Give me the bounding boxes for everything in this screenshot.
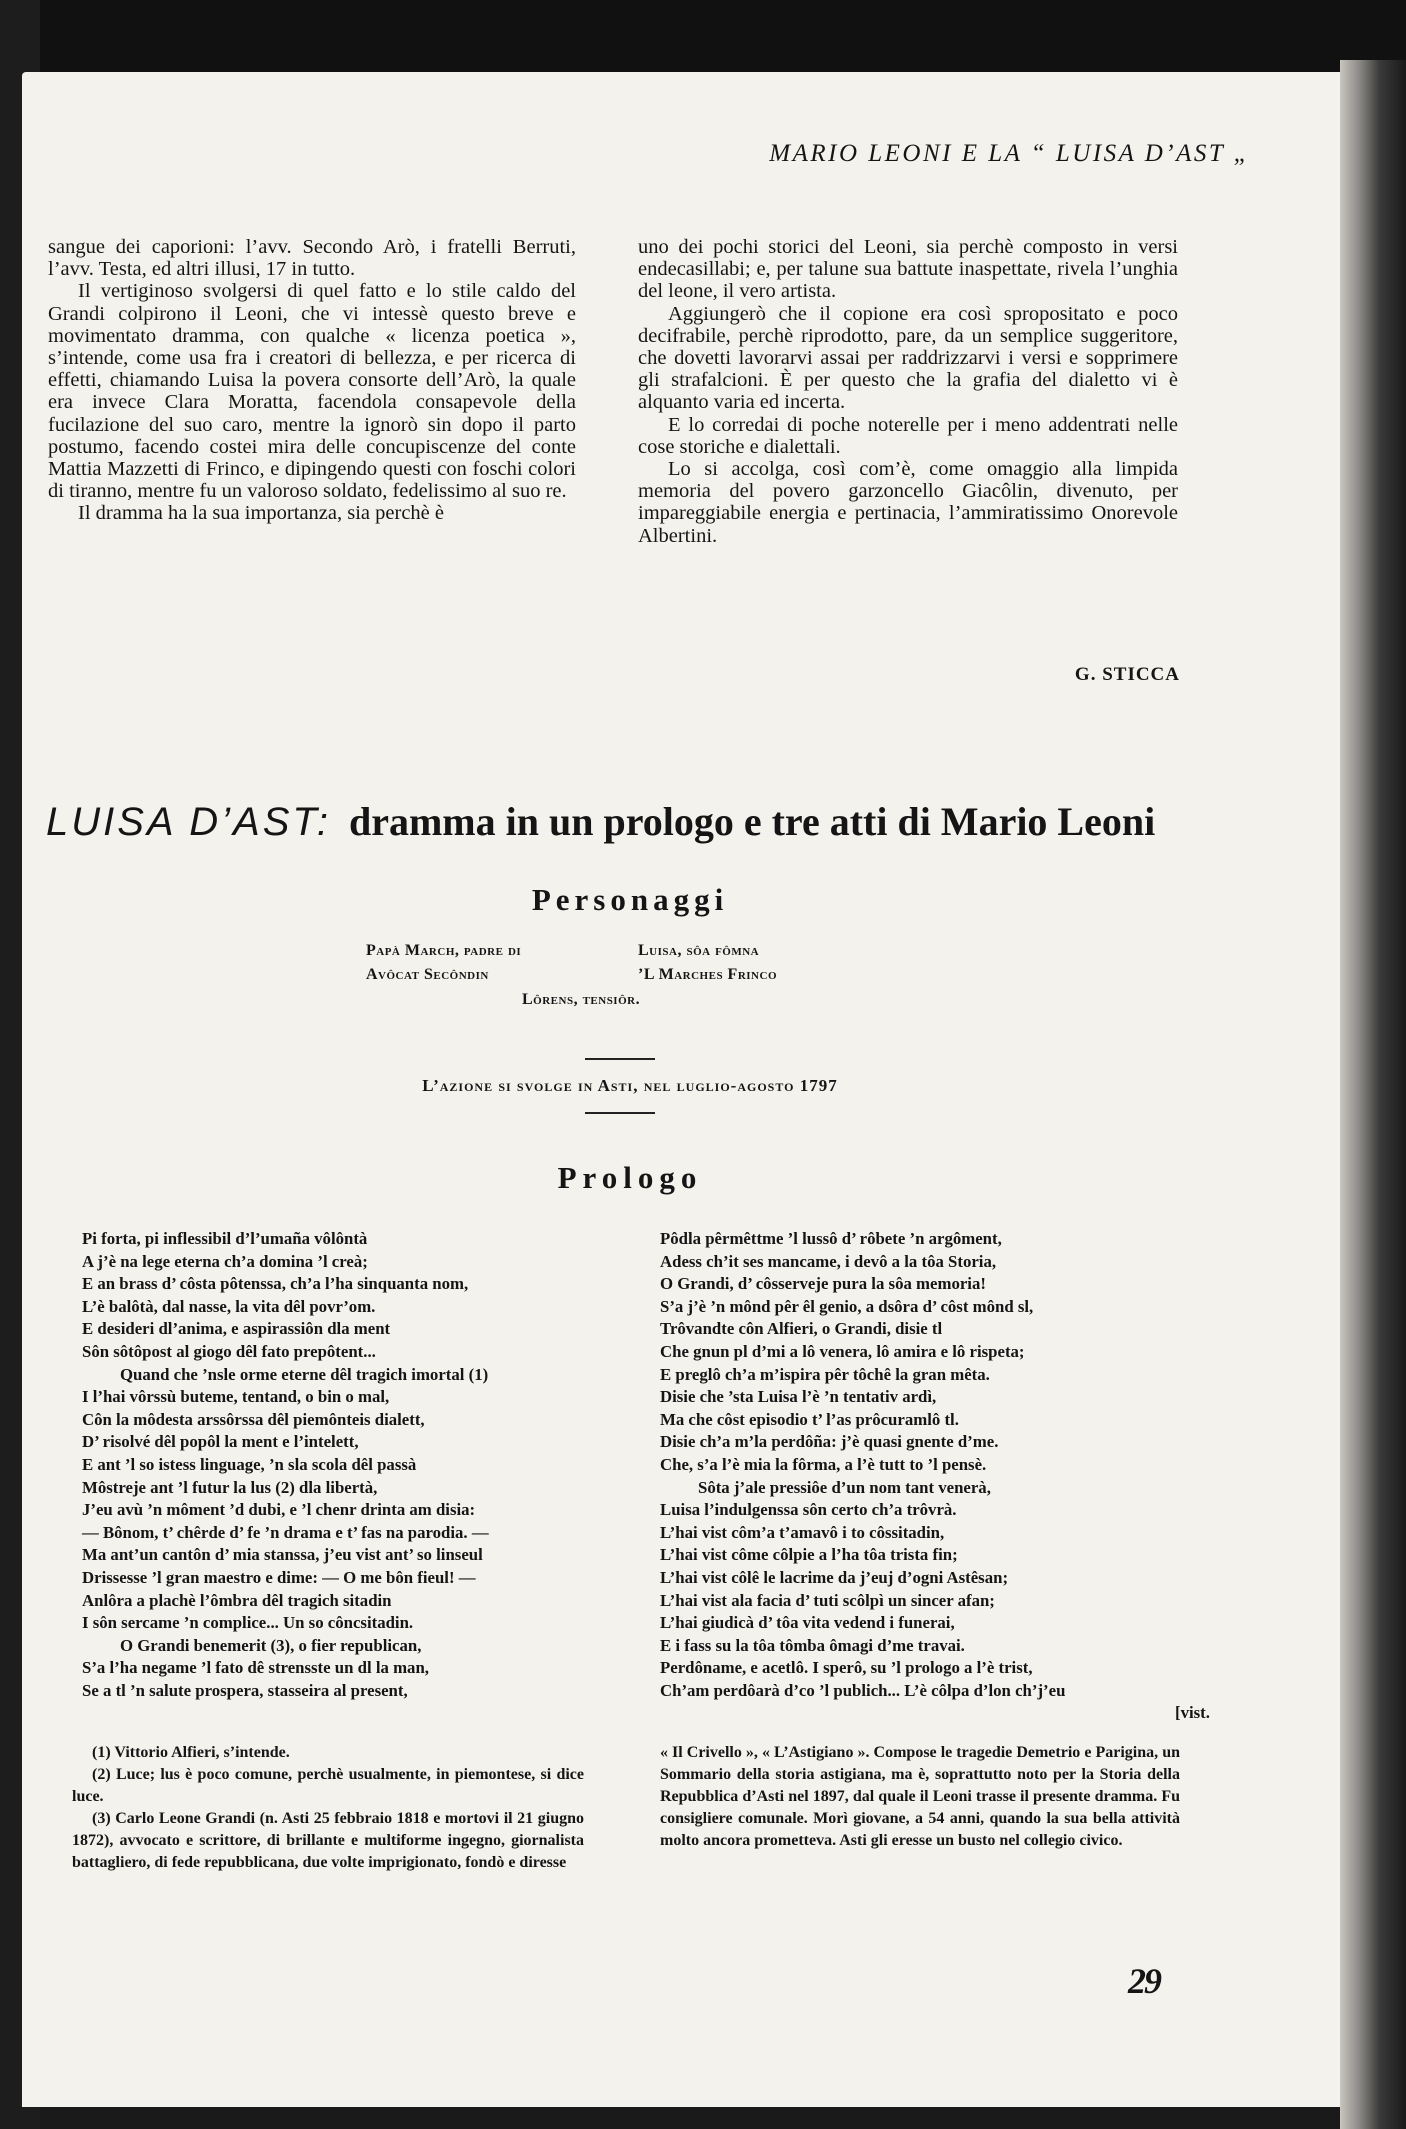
verse-line: Adess ch’it ses mancame, i devô a la tôa Storia,: [660, 1251, 997, 1271]
verse-line: L’hai vist ala facia d’ tuti scôlpì un sincer afan;: [660, 1590, 995, 1610]
left-paragraph-2: Il vertiginoso svolgersi di quel fatto e lo stile caldo del Grandi colpirono il Leoni, che vi intessè questo breve e movimentato dramma, con qualche « licenza poetica », s’intende, come usa fra i creatori di bellezza, e per ricerca di effetti, chiamando Luisa la povera consorte dell’Arò, la quale era invece Clara Moratta, facendola consapevole della fucilazione del suo caro, mentre la ignorò sin dopo il parto postumo, facendo costei mira delle concupiscenze del conte Mattia Mazzetti di Frinco, e dipingendo questi con foschi colori di tiranno, mentre fu un valoroso soldato, fedelissimo al suo re.: [48, 280, 576, 503]
verse-line: Che gnun pl d’mi a lô venera, lô amira e lô rispeta;: [660, 1341, 1025, 1361]
footnote-3: (3) Carlo Leone Grandi (n. Asti 25 febbraio 1818 e mortovi il 21 giugno 1872), avvocato e scrittore, di brillante e multiforme ingegno, giornalista battagliero, di fede repubblicana, due volte imprigionato, fondò e diresse: [72, 1810, 584, 1871]
verse-line: Che, s’a l’è mia la fôrma, a l’è tutt to ’l pensè.: [660, 1454, 987, 1474]
setting-line: L’azione si svolge in Asti, nel luglio-agosto 1797: [422, 1076, 838, 1095]
verse-line: Sôn sôtôpost al giogo dêl fato prepôtent...: [82, 1341, 376, 1361]
verse-line: L’hai vist côlê le lacrime da j’euj d’ogni Astêsan;: [660, 1567, 1009, 1587]
footnote-2: (2) Luce; lus è poco comune, perchè usualmente, in piemontese, si dice luce.: [72, 1766, 584, 1805]
verse-line: Perdôname, e acetlô. I sperô, su ’l prologo a l’è trist,: [660, 1658, 1033, 1678]
verse-line: L’è balôtà, dal nasse, la vita dêl povr’om.: [82, 1296, 376, 1316]
verse-line: Môstreje ant ’l futur la lus (2) dla libertà,: [82, 1477, 378, 1497]
verse-line: Ma ant’un cantôn d’ mia stanssa, j’eu vist ant’ so linseul: [82, 1545, 483, 1565]
verse-line: E desideri dl’anima, e aspirassiôn dla ment: [82, 1319, 391, 1339]
character-4: ’L Marches Frinco: [638, 966, 778, 983]
book-spine-shadow: [1340, 60, 1406, 2129]
character-3: Avôcat Secôndin: [366, 966, 489, 983]
verse-line: J’eu avù ’n môment ’d dubi, e ’l chenr drinta am disia:: [82, 1500, 476, 1520]
intro-right-column: [638, 236, 1178, 547]
right-paragraph-3: E lo corredai di poche noterelle per i meno addentrati nelle cose storiche e dialettali.: [638, 413, 1178, 458]
verse-line: Pôdla pêrmêttme ’l lussô d’ rôbete ’n argôment,: [660, 1229, 1002, 1248]
drama-title: [46, 798, 1196, 845]
footnotes-right: [660, 1742, 1180, 1852]
intro-left-column: [48, 236, 576, 525]
verse-line: Ch’am perdôarà d’co ’l publich... L’è côlpa d’lon ch’j’eu: [660, 1680, 1066, 1700]
verse-line: Se a tl ’n salute prospera, stasseira al present,: [82, 1680, 408, 1700]
verse-line: — Bônom, t’ chêrde d’ fe ’n drama e t’ fas na parodia. —: [82, 1522, 489, 1542]
verse-line: E an brass d’ côsta pôtenssa, ch’a l’ha sinquanta nom,: [82, 1274, 469, 1294]
verse-line: O Grandi, d’ côsserveje pura la sôa memoria!: [660, 1274, 986, 1294]
footnotes-left: [72, 1742, 584, 1874]
left-paragraph-3: Il dramma ha la sua importanza, sia perchè è: [78, 502, 444, 525]
verse-line: Anlôra a plachè l’ômbra dêl tragich sitadin: [82, 1590, 392, 1610]
verse-line: A j’è na lege eterna ch’a domina ’l creà;: [82, 1251, 368, 1271]
personaggi-heading: Personaggi: [531, 882, 729, 917]
right-paragraph-2: Aggiungerò che il copione era così spropositato e poco decifrabile, perchè riprodotto, pare, da un semplice suggeritore, che dovetti lavorarvi assai per raddrizzarvi i versi e sopprimere gli strafalcioni. È per questo che la grafia del dialetto vi è alquanto varia ed incerta.: [638, 302, 1178, 414]
verse-line: Côn la môdesta arssôrssa dêl piemônteis dialett,: [82, 1409, 425, 1429]
verse-line: S’a l’ha negame ’l fato dê strensste un dl la man,: [82, 1658, 429, 1678]
verse-line: E preglô ch’a m’ispira pêr tôchê la gran mêta.: [660, 1364, 990, 1384]
verse-line: E ant ’l so istess linguage, ’n sla scola dêl passà: [82, 1454, 417, 1474]
verse-line: S’a j’è ’n mônd pêr êl genio, a dsôra d’ côst mônd sl,: [660, 1296, 1034, 1316]
verse-line: Quand che ’nsle orme eterne dêl tragich imortal (1): [120, 1364, 489, 1384]
left-paragraph-1: sangue dei caporioni: l’avv. Secondo Arò, i fratelli Berruti, l’avv. Testa, ed altri illusi, 17 in tutto.: [48, 236, 576, 281]
footnote-3-continued: « Il Crivello », « L’Astigiano ». Compose le tragedie Demetrio e Parigina, un Sommario della storia astigiana, ma è, soprattutto noto per la Storia della Repubblica d’Asti nel 1897, dal quale il Leoni trasse il presente dramma. Fu consigliere comunale. Morì giovane, a 54 anni, quando la sua bella attività molto ancora prometteva. Asti gli eresse un busto nel collegio civico.: [660, 1744, 1180, 1849]
verse-line: [vist.: [1175, 1703, 1210, 1723]
verse-line: Ma che côst episodio t’ l’as prôcuramlô tl.: [660, 1409, 959, 1429]
page-number: 29: [1128, 1961, 1160, 2001]
character-2: Luisa, sôa fômna: [638, 942, 760, 959]
verse-line: L’hai vist côme côlpie a l’ha tôa trista fin;: [660, 1545, 958, 1565]
verses-left-column: [82, 1228, 489, 1702]
author-signature: G. STICCA: [1074, 664, 1180, 685]
footnote-1: (1) Vittorio Alfieri, s’intende.: [92, 1744, 290, 1761]
verse-line: L’hai vist côm’a t’amavô i to côssitadin,: [660, 1522, 945, 1542]
character-1: Papà March, padre di: [366, 942, 522, 959]
divider-top: [585, 1058, 655, 1060]
verse-line: Drissesse ’l gran maestro e dime: — O me bôn fieul! —: [82, 1567, 476, 1587]
running-head: MARIO LEONI E LA “ LUISA D’AST „: [769, 140, 1250, 167]
drama-title-italic: LUISA D’AST:: [46, 800, 331, 844]
verse-line: D’ risolvé dêl popôl la ment e l’intelett,: [82, 1432, 359, 1452]
verse-line: E i fass su la tôa tômba ômagi d’me travai.: [660, 1635, 965, 1655]
divider-bottom: [585, 1112, 655, 1114]
verse-line: Sôta j’ale pressiôe d’un nom tant venerà,: [698, 1477, 991, 1497]
character-5: Lôrens, tensiôr.: [522, 991, 641, 1008]
verse-line: O Grandi benemerit (3), o fier republican,: [120, 1635, 422, 1655]
verse-line: Disie ch’a m’la perdôña: j’è quasi gnente d’me.: [660, 1432, 999, 1452]
drama-title-rest: dramma in un prologo e tre atti di Mario Leoni: [348, 799, 1156, 844]
verse-line: Luisa l’indulgenssa sôn certo ch’a trôvrà.: [660, 1500, 957, 1520]
verse-line: I l’hai vôrssù buteme, tentand, o bin o mal,: [82, 1387, 390, 1407]
right-paragraph-1: uno dei pochi storici del Leoni, sia perchè composto in versi endecasillabi; e, per talune sua battute inaspettate, rivela l’unghia del leone, il vero artista.: [638, 236, 1178, 303]
verse-line: Pi forta, pi inflessibil d’l’umaña vôlôntà: [82, 1229, 368, 1248]
prologo-heading: Prologo: [557, 1160, 703, 1195]
verse-line: Trôvandte côn Alfieri, o Grandi, disie tl: [660, 1319, 943, 1339]
verses-right-column: [660, 1228, 1210, 1725]
verse-line: Disie che ’sta Luisa l’è ’n tentativ ardì,: [660, 1387, 937, 1407]
verse-line: I sôn sercame ’n complice... Un so côncsitadin.: [82, 1613, 414, 1633]
verse-line: L’hai giudicà d’ tôa vita vedend i funerai,: [660, 1613, 955, 1633]
right-paragraph-4: Lo si accolga, così com’è, come omaggio alla limpida memoria del povero garzoncello Giacôlin, divenuto, per impareggiabile energia e pertinacia, l’ammiratissimo Onorevole Albertini.: [638, 458, 1178, 547]
